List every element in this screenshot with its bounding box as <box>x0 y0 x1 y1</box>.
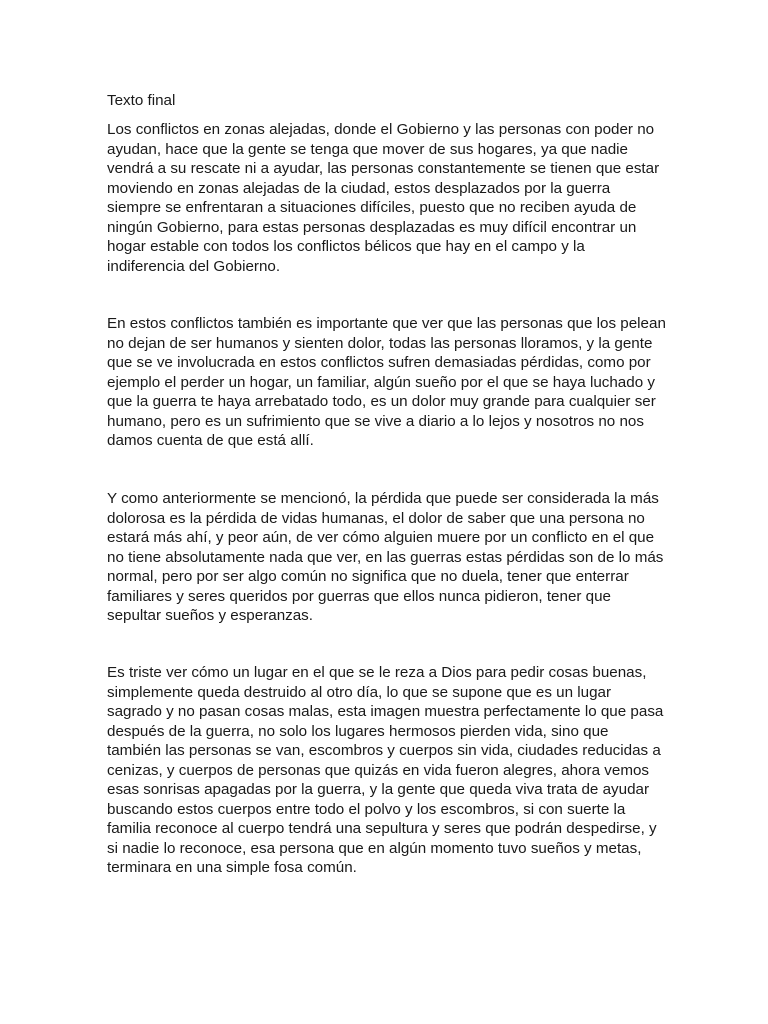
paragraph-line: no dejan de ser humanos y sienten dolor, todas las personas lloramos, y la gente <box>107 334 653 352</box>
paragraph-line: después de la guerra, no solo los lugares hermosos pierden vida, sino que <box>107 722 609 740</box>
paragraph-line: Es triste ver cómo un lugar en el que se le reza a Dios para pedir cosas buenas, <box>107 664 647 681</box>
paragraph-line: estará más ahí, y peor aún, de ver cómo alguien muere por un conflicto en el que <box>107 529 655 546</box>
title-text: Texto final <box>107 92 176 109</box>
paragraph-line: cenizas, y cuerpos de personas que quizás en vida fueron alegres, ahora vemos <box>107 761 650 779</box>
paragraph-line: hogar estable con todos los conflictos bélicos que hay en el campo y la <box>107 238 585 255</box>
paragraph-line: también las personas se van, escombros y cuerpos sin vida, ciudades reducidas a <box>107 742 661 759</box>
paragraph-line: normal, pero por ser algo común no significa que no duela, tener que enterrar <box>107 568 629 585</box>
paragraph-line: damos cuenta de que está allí. <box>107 432 314 449</box>
paragraph-line: ningún Gobierno, para estas personas desplazadas es muy difícil encontrar un <box>107 218 637 236</box>
paragraph-line: dolorosa es la pérdida de vidas humanas, el dolor de saber que una persona no <box>107 509 645 527</box>
paragraph-line: esas sonrisas apagadas por la guerra, y la gente que queda viva trata de ayudar <box>107 781 650 798</box>
paragraph-line: sepultar sueños y esperanzas. <box>107 607 313 624</box>
paragraph-2 <box>107 314 667 451</box>
paragraph-line: siempre se enfrentaran a situaciones difíciles, puesto que no reciben ayuda de <box>107 199 637 216</box>
paragraph-line: sagrado y no pasan cosas malas, esta imagen muestra perfectamente lo que pasa <box>107 703 664 720</box>
paragraph-line: En estos conflictos también es importante que ver que las personas que los pelean <box>107 315 666 332</box>
paragraph-line: humano, pero es un sufrimiento que se vive a diario a lo lejos y nosotros no nos <box>107 412 644 430</box>
paragraph-line: vendrá a su rescate ni a ayudar, las personas constantemente se tienen que estar <box>107 160 660 177</box>
paragraph-line: no tiene absolutamente nada que ver, en las guerras estas pérdidas son de lo más <box>107 548 664 566</box>
paragraph-line: si nadie lo reconoce, esa persona que en algún momento tuvo sueños y metas, <box>107 839 642 857</box>
paragraph-line: buscando estos cuerpos entre todo el polvo y los escombros, si con suerte la <box>107 800 626 818</box>
paragraph-line: ejemplo el perder un hogar, un familiar, algún sueño por el que se haya luchado y <box>107 373 655 391</box>
paragraph-line: Y como anteriormente se mencionó, la pérdida que puede ser considerada la más <box>107 490 659 507</box>
paragraph-line: Los conflictos en zonas alejadas, donde el Gobierno y las personas con poder no <box>107 121 655 138</box>
paragraph-line: simplemente queda destruido al otro día, lo que se supone que es un lugar <box>107 683 612 701</box>
paragraph-1 <box>107 120 667 276</box>
paragraph-line: terminara en una simple fosa común. <box>107 859 357 876</box>
paragraph-line: ayudan, hace que la gente se tenga que mover de sus hogares, ya que nadie <box>107 140 628 158</box>
paragraph-line: que la guerra te haya arrebatado todo, es un dolor muy grande para cualquier ser <box>107 393 656 410</box>
paragraph-4 <box>107 663 667 878</box>
paragraph-line: moviendo en zonas alejadas de la ciudad, estos desplazados por la guerra <box>107 179 611 197</box>
paragraph-line: familia reconoce al cuerpo tendrá una sepultura y seres que podrán despedirse, y <box>107 820 657 837</box>
document-title <box>107 91 667 111</box>
paragraph-3 <box>107 489 667 626</box>
paragraph-line: familiares y seres queridos por guerras que ellos nunca pidieron, tener que <box>107 587 612 605</box>
paragraph-line: indiferencia del Gobierno. <box>107 257 281 275</box>
paragraph-line: que se ve involucrada en estos conflictos sufren demasiadas pérdidas, como por <box>107 354 651 371</box>
